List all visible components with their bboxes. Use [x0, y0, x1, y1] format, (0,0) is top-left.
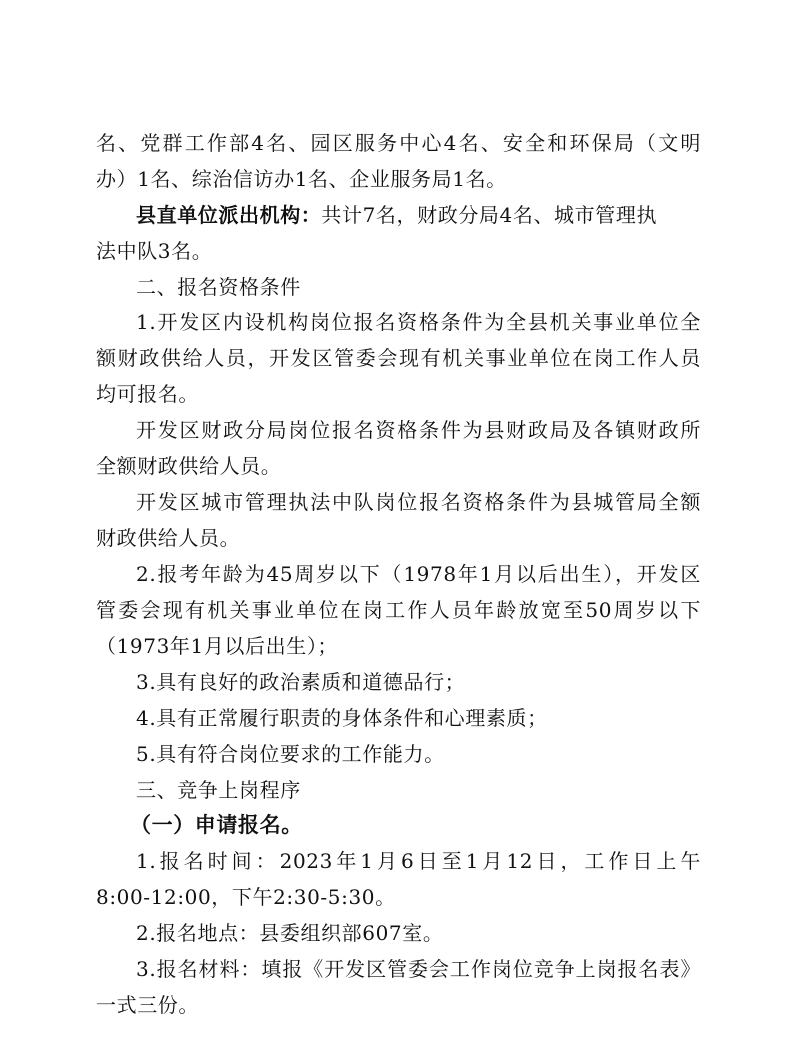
paragraph-line: 财政供给人员。 — [96, 526, 241, 550]
paragraph-line: 2.报名地点：县委组织部607室。 — [136, 921, 444, 945]
bold-lead-text: 县直单位派出机构： — [136, 203, 322, 227]
paragraph-line: 一式三份。 — [96, 993, 199, 1017]
paragraph-line: 4.具有正常履行职责的身体条件和心理素质； — [136, 706, 548, 730]
paragraph-line: 均可报名。 — [96, 382, 199, 406]
paragraph-line: 名、党群工作部4名、园区服务中心4名、安全和环保局（文明 — [96, 131, 701, 155]
paragraph-line: 法中队3名。 — [96, 239, 213, 263]
section-heading: 二、报名资格条件 — [136, 275, 301, 299]
paragraph-line: 办）1名、综治信访办1名、企业服务局1名。 — [96, 167, 507, 191]
paragraph-line: 1.开发区内设机构岗位报名资格条件为全县机关事业单位全 — [136, 310, 701, 334]
paragraph-line: 3.具有良好的政治素质和道德品行； — [136, 670, 466, 694]
paragraph-line: 额财政供给人员，开发区管委会现有机关事业单位在岗工作人员 — [96, 346, 701, 370]
sub-heading: （一）申请报名。 — [130, 813, 303, 837]
paragraph-line: 8:00-12:00，下午2:30-5:30。 — [96, 885, 396, 909]
paragraph-line: 开发区城市管理执法中队岗位报名资格条件为县城管局全额 — [136, 490, 701, 514]
paragraph-line: 1.报名时间：2023年1月6日至1月12日，工作日上午 — [136, 849, 701, 873]
section-heading: 三、竞争上岗程序 — [136, 778, 301, 802]
paragraph-text: 共计7名，财政分局4名、城市管理执 — [321, 203, 658, 227]
paragraph-line: 管委会现有机关事业单位在岗工作人员年龄放宽至50周岁以下 — [96, 598, 701, 622]
paragraph-line: 2.报考年龄为45周岁以下（1978年1月以后出生），开发区 — [136, 562, 701, 586]
paragraph-line: 全额财政供给人员。 — [96, 454, 282, 478]
paragraph-line: 3.报名材料：填报《开发区管委会工作岗位竞争上岗报名表》 — [136, 957, 701, 981]
paragraph-line — [136, 203, 701, 227]
paragraph-line: （1973年1月以后出生）； — [96, 634, 339, 658]
paragraph-line: 开发区财政分局岗位报名资格条件为县财政局及各镇财政所 — [136, 418, 701, 442]
paragraph-line: 5.具有符合岗位要求的工作能力。 — [136, 742, 445, 766]
